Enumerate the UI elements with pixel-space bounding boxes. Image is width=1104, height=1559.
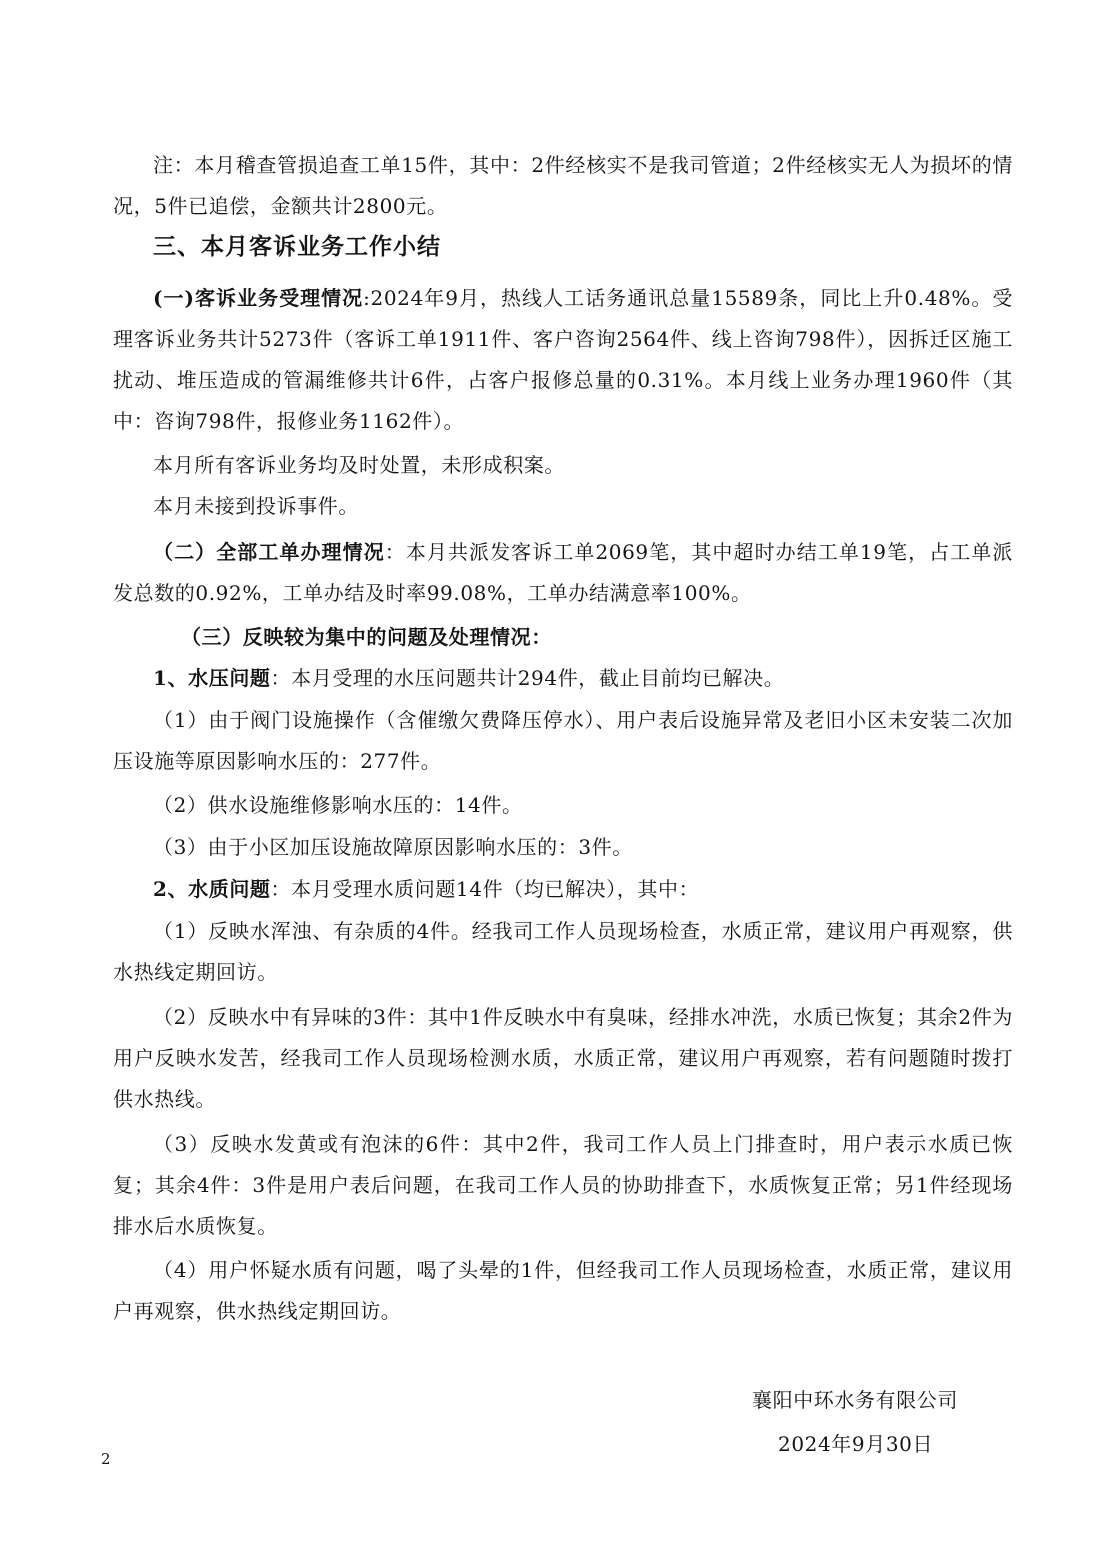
water-quality-label: 2、水质问题 [153,877,271,901]
water-pressure-item-2: （2）供水设施维修影响水压的：14件。 [153,793,523,817]
water-pressure-label: 1、水压问题 [153,666,271,690]
signature-company: 襄阳中环水务有限公司 [752,1388,958,1412]
water-quality-item-4: （4）用户怀疑水质有问题，喝了头晕的1件，但经我司工作人员现场检查，水质正常，建议用户再观察，供水热线定期回访。 [113,1258,1013,1323]
work-orders-paragraph [113,532,1013,614]
water-pressure-text: ：本月受理的水压问题共计294件，截止目前均已解决。 [270,666,785,690]
no-complaint-paragraph: 本月未接到投诉事件。 [153,494,359,518]
note-paragraph: 注：本月稽查管损追查工单15件，其中：2件经核实不是我司管道；2件经核实无人为损坏的情况，5件已追偿，金额共计2800元。 [113,153,1013,218]
concentrated-issues-heading: （三）反映较为集中的问题及处理情况： [181,625,552,649]
work-orders-label: （二）全部工单办理情况 [153,540,385,564]
signature-date: 2024年9月30日 [778,1432,934,1456]
page-number: 2 [101,1450,111,1468]
no-backlog-paragraph: 本月所有客诉业务均及时处置，未形成积案。 [153,453,565,477]
water-pressure-paragraph [113,658,1013,699]
section-3-heading: 三、本月客诉业务工作小结 [153,234,441,260]
complaint-acceptance-text: :2024年9月，热线人工话务通讯总量15589条，同比上升0.48%。受理客诉业务共计5273件（客诉工单1911件、客户咨询2564件、线上咨询798件），因拆迁区施工扰动、堆压造成的管漏维修共计6件，占客户报修总量的0.31%。本月线上业务办理1960件（其中：咨询798件，报修业务1162件）。 [113,286,1013,433]
water-quality-item-2: （2）反映水中有异味的3件：其中1件反映水中有臭味，经排水冲洗，水质已恢复；其余2件为用户反映水发苦，经我司工作人员现场检测水质，水质正常，建议用户再观察，若有问题随时拨打供水热线。 [113,1005,1013,1111]
water-quality-paragraph [113,869,1013,910]
water-pressure-item-3: （3）由于小区加压设施故障原因影响水压的：3件。 [153,835,633,859]
water-pressure-item-1: （1）由于阀门设施操作（含催缴欠费降压停水）、用户表后设施异常及老旧小区未安装二次加压设施等原因影响水压的：277件。 [113,708,1013,773]
work-orders-text: ：本月共派发客诉工单2069笔，其中超时办结工单19笔，占工单派发总数的0.92%，工单办结及时率99.08%，工单办结满意率100%。 [113,540,1013,605]
complaint-acceptance-label: (一)客诉业务受理情况 [153,286,364,310]
complaint-acceptance-paragraph [113,278,1013,442]
water-quality-item-1: （1）反映水浑浊、有杂质的4件。经我司工作人员现场检查，水质正常，建议用户再观察，供水热线定期回访。 [113,919,1013,984]
water-quality-item-3: （3）反映水发黄或有泡沫的6件：其中2件，我司工作人员上门排查时，用户表示水质已恢复；其余4件：3件是用户表后问题，在我司工作人员的协助排查下，水质恢复正常；另1件经现场排水后水质恢复。 [113,1132,1013,1238]
water-quality-text: ：本月受理水质问题14件（均已解决），其中： [270,877,700,901]
